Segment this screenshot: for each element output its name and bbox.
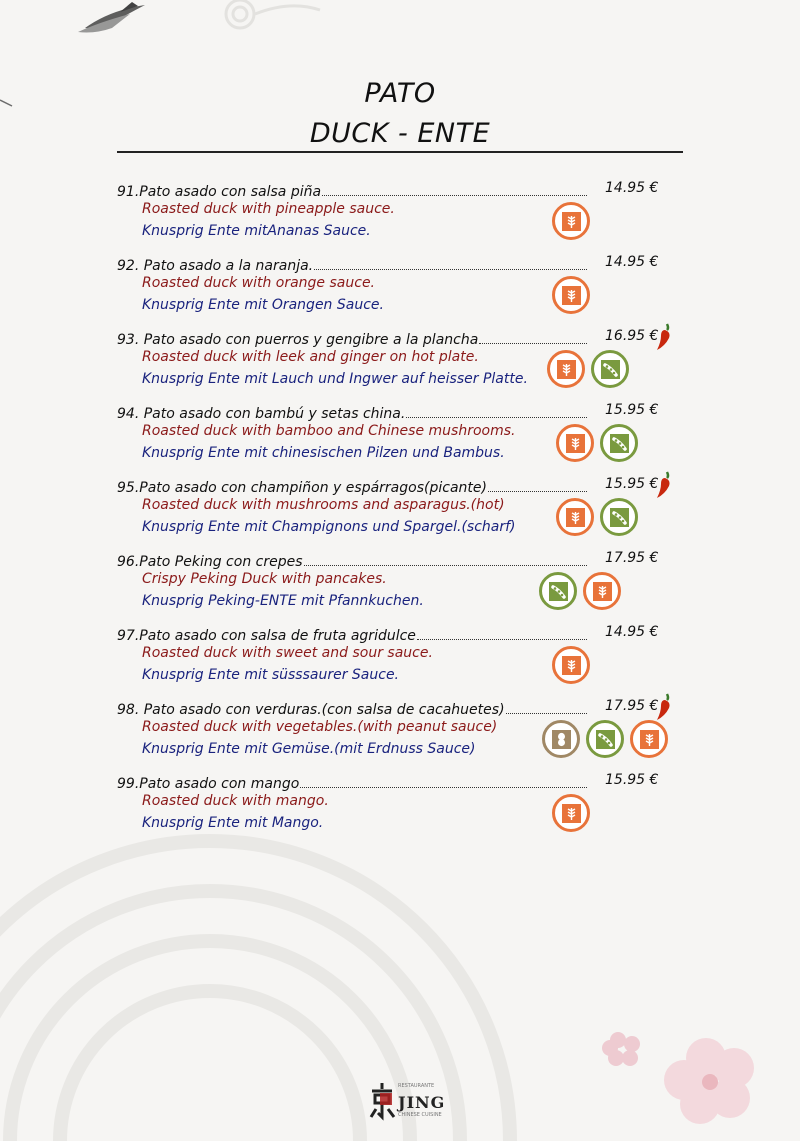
- allergen-badges: [547, 350, 629, 388]
- allergen-badges: [552, 646, 590, 684]
- soy-icon: [591, 350, 629, 388]
- dish-name-spanish: 96.Pato Peking con crepes: [117, 554, 303, 570]
- allergen-badges: [552, 276, 590, 314]
- allergen-badges: [542, 720, 668, 758]
- allergen-badges: [552, 202, 590, 240]
- dish-name-spanish: 92. Pato asado a la naranja.: [117, 258, 314, 274]
- dish-name-german: Knusprig Peking-ENTE mit Pfannkuchen.: [142, 593, 424, 609]
- dish-name-spanish: 97.Pato asado con salsa de fruta agridulce: [117, 628, 416, 644]
- soy-icon: [586, 720, 624, 758]
- cloud-swirl-decoration: [226, 0, 320, 28]
- title-underline: [117, 151, 683, 153]
- soy-icon: [539, 572, 577, 610]
- dish-name-english: Roasted duck with vegetables.(with peanut sauce): [142, 719, 498, 735]
- dish-name-german: Knusprig Ente mit Mango.: [142, 815, 324, 831]
- dish-name-english: Roasted duck with mango.: [142, 793, 329, 809]
- chili-pepper-icon: [655, 322, 673, 356]
- dish-price: 16.95 €: [605, 328, 659, 344]
- dish-name-english: Roasted duck with mushrooms and asparagus.(hot): [142, 497, 505, 513]
- dot-leader: [314, 269, 587, 270]
- dish-price: 14.95 €: [605, 254, 659, 270]
- chili-pepper-icon: [655, 470, 673, 504]
- dot-leader: [300, 787, 587, 788]
- dish-name-german: Knusprig Ente mit Champignons und Spargel.(scharf): [142, 519, 516, 535]
- gluten-icon: [583, 572, 621, 610]
- logo-mark-icon: [368, 1081, 396, 1121]
- dish-name-german: Knusprig Ente mitAnanas Sauce.: [142, 223, 371, 239]
- menu-item: [117, 476, 687, 548]
- dish-name-english: Roasted duck with bamboo and Chinese mushrooms.: [142, 423, 516, 439]
- dish-name-english: Roasted duck with pineapple sauce.: [142, 201, 395, 217]
- dish-name-row: [117, 476, 587, 496]
- dot-leader: [406, 417, 587, 418]
- page-title-spanish: PATO: [364, 78, 436, 109]
- peanut-icon: [542, 720, 580, 758]
- soy-icon: [600, 498, 638, 536]
- menu-item: [117, 402, 687, 474]
- dish-name-row: [117, 328, 587, 348]
- dish-name-english: Crispy Peking Duck with pancakes.: [142, 571, 387, 587]
- restaurant-logo: [368, 1075, 458, 1125]
- dish-name-german: Knusprig Ente mit Gemüse.(mit Erdnuss Sauce): [142, 741, 476, 757]
- gluten-icon: [552, 794, 590, 832]
- dish-price: 14.95 €: [605, 624, 659, 640]
- dish-price: 17.95 €: [605, 550, 659, 566]
- allergen-badges: [552, 794, 590, 832]
- logo-brand-name: JING: [398, 1093, 446, 1112]
- menu-item: [117, 550, 687, 622]
- dish-name-german: Knusprig Ente mit Orangen Sauce.: [142, 297, 384, 313]
- menu-item: [117, 328, 687, 400]
- dot-leader: [479, 343, 587, 344]
- dish-name-spanish: 99.Pato asado con mango: [117, 776, 300, 792]
- logo-tagline-bottom: CHINESE CUISINE: [398, 1112, 442, 1118]
- dot-leader: [488, 491, 587, 492]
- gluten-icon: [552, 202, 590, 240]
- gluten-icon: [552, 646, 590, 684]
- dish-name-german: Knusprig Ente mit Lauch und Ingwer auf heisser Platte.: [142, 371, 528, 387]
- dish-name-spanish: 95.Pato asado con champiñon y espárragos(picante): [117, 480, 487, 496]
- dish-name-spanish: 94. Pato asado con bambú y setas china.: [117, 406, 406, 422]
- dish-name-spanish: 91.Pato asado con salsa piña: [117, 184, 322, 200]
- dish-name-english: Roasted duck with sweet and sour sauce.: [142, 645, 433, 661]
- allergen-badges: [539, 572, 621, 610]
- gluten-icon: [547, 350, 585, 388]
- dot-leader: [304, 565, 588, 566]
- dish-price: 17.95 €: [605, 698, 659, 714]
- dish-price: 14.95 €: [605, 180, 659, 196]
- dish-price: 15.95 €: [605, 772, 659, 788]
- dish-price: 15.95 €: [605, 402, 659, 418]
- soy-icon: [600, 424, 638, 462]
- dish-name-row: [117, 698, 587, 718]
- dot-leader: [506, 713, 587, 714]
- menu-item: [117, 698, 687, 770]
- dot-leader: [417, 639, 587, 640]
- dish-name-spanish: 93. Pato asado con puerros y gengibre a la plancha: [117, 332, 479, 348]
- dish-name-row: [117, 550, 587, 570]
- dish-name-row: [117, 402, 587, 422]
- blossom-decoration: [602, 1032, 754, 1124]
- dish-name-english: Roasted duck with leek and ginger on hot plate.: [142, 349, 479, 365]
- gluten-icon: [552, 276, 590, 314]
- allergen-badges: [556, 498, 638, 536]
- chili-pepper-icon: [655, 692, 673, 726]
- dish-name-row: [117, 254, 587, 274]
- gluten-icon: [556, 424, 594, 462]
- dish-name-row: [117, 180, 587, 200]
- dish-name-german: Knusprig Ente mit chinesischen Pilzen und Bambus.: [142, 445, 505, 461]
- menu-item: [117, 624, 687, 696]
- gluten-icon: [556, 498, 594, 536]
- dish-price: 15.95 €: [605, 476, 659, 492]
- dish-name-english: Roasted duck with orange sauce.: [142, 275, 376, 291]
- dish-name-german: Knusprig Ente mit süsssaurer Sauce.: [142, 667, 400, 683]
- page-title-translation: DUCK - ENTE: [309, 118, 491, 149]
- dish-name-spanish: 98. Pato asado con verduras.(con salsa de cacahuetes): [117, 702, 505, 718]
- dish-name-row: [117, 772, 587, 792]
- allergen-badges: [556, 424, 638, 462]
- dish-name-row: [117, 624, 587, 644]
- menu-item: [117, 772, 687, 844]
- menu-item: [117, 180, 687, 252]
- logo-tagline-top: RESTAURANTE: [398, 1083, 435, 1089]
- menu-item: [117, 254, 687, 326]
- dot-leader: [322, 195, 587, 196]
